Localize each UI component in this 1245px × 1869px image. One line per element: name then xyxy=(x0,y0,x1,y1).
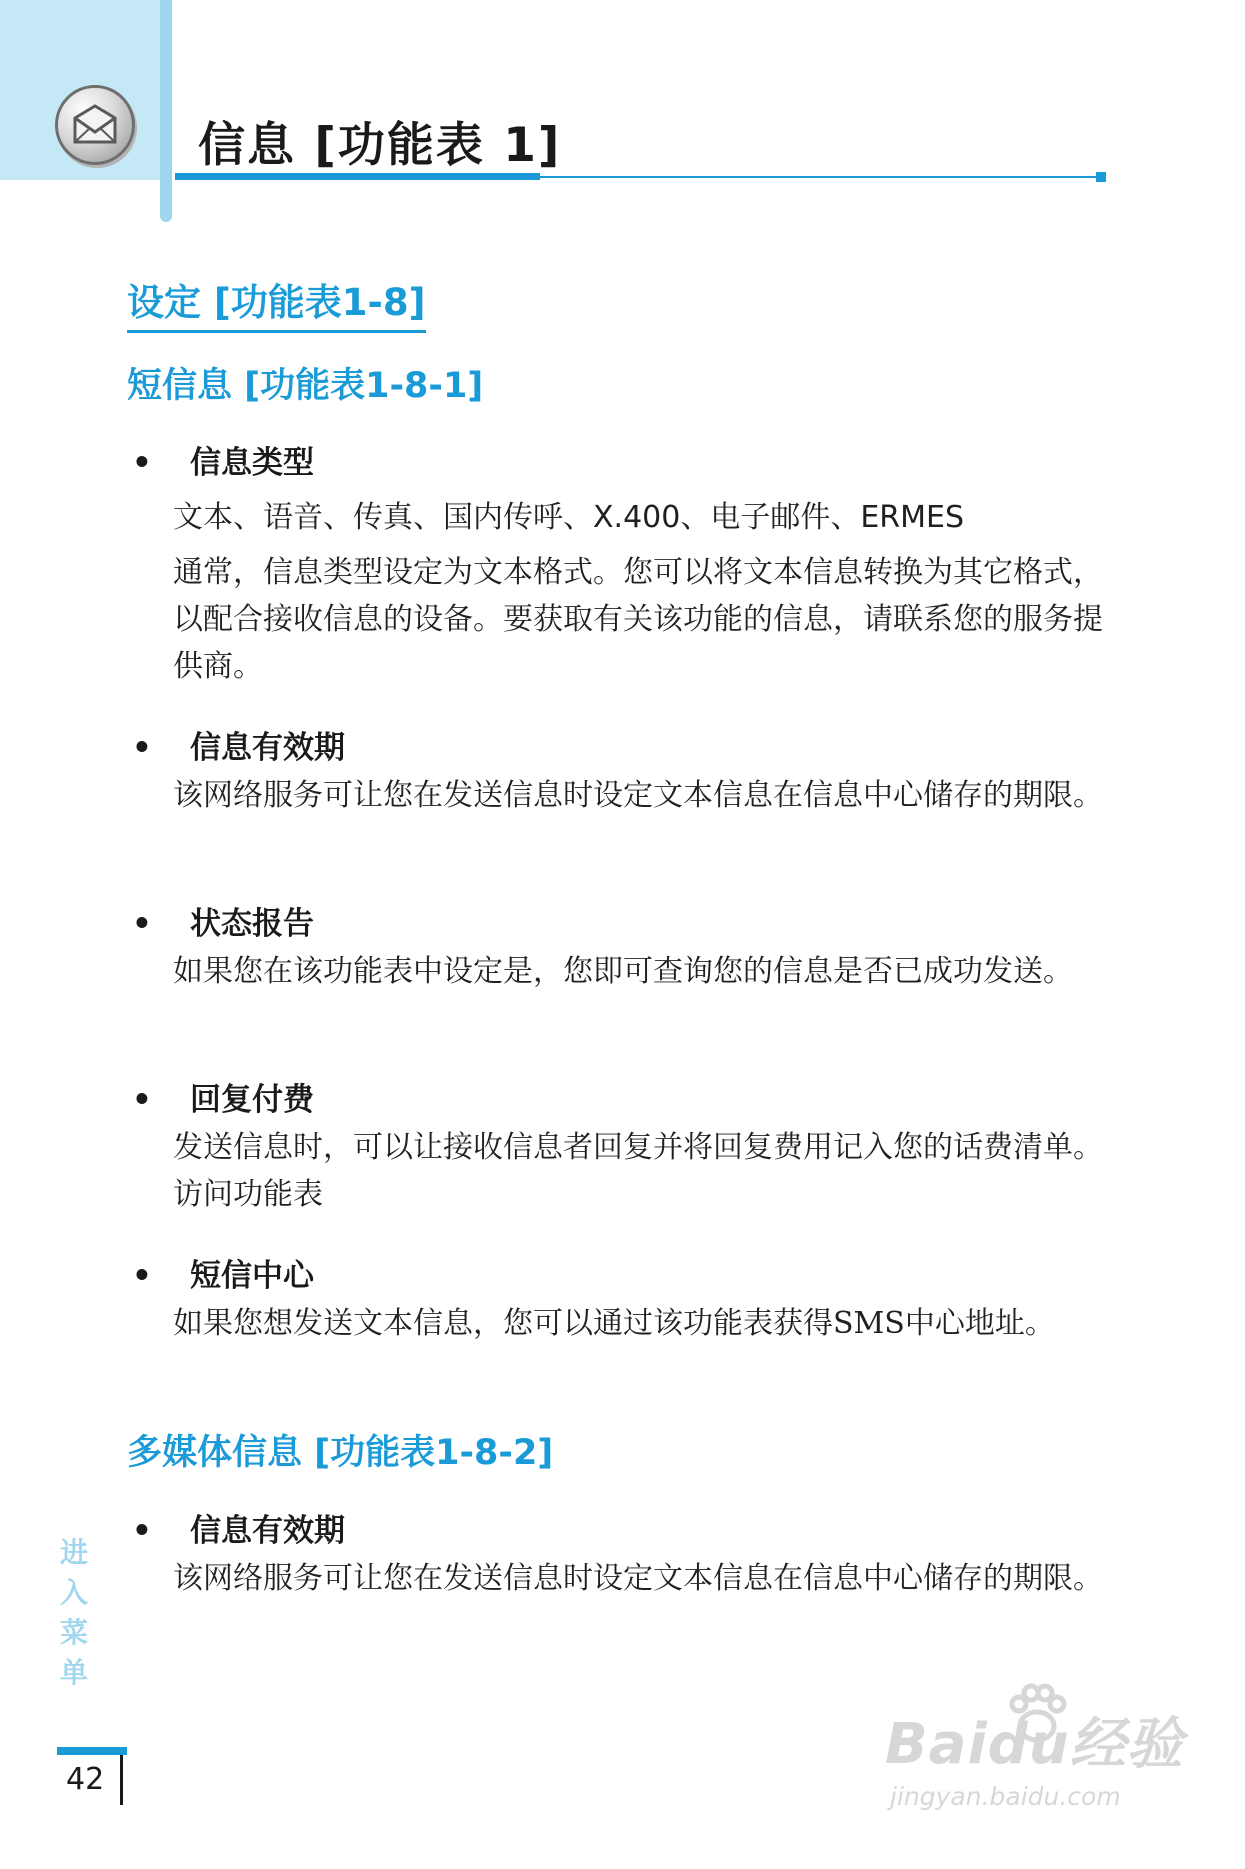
item-title: 信息有效期 xyxy=(190,730,345,766)
item-description: 发送信息时，可以让接收信息者回复并将回复费用记入您的话费清单。访问功能表 xyxy=(173,1130,1103,1212)
chapter-side-label: 进入菜单 xyxy=(59,1536,88,1689)
item-title: 状态报告 xyxy=(190,906,314,942)
title-rule xyxy=(175,173,540,180)
page-number-divider xyxy=(120,1755,123,1805)
baidu-watermark xyxy=(885,1690,1184,1840)
item-message-type xyxy=(132,437,314,482)
bullet: • xyxy=(132,445,152,481)
item-title: 回复付费 xyxy=(190,1082,314,1118)
envelope-icon xyxy=(55,85,135,165)
page-title: 信息 [功能表 1] xyxy=(198,118,562,173)
title-rule-thin xyxy=(540,176,1100,178)
item-description: 如果您在该功能表中设定是，您即可查询您的信息是否已成功发送。 xyxy=(173,954,1073,989)
item-sms-center xyxy=(132,1250,314,1295)
page-number-rule xyxy=(57,1747,127,1755)
item-description: 该网络服务可让您在发送信息时设定文本信息在信息中心储存的期限。 xyxy=(173,1561,1103,1596)
message-type-options: 文本、语音、传真、国内传呼、X.400、电子邮件、ERMES xyxy=(173,500,965,535)
subsection-heading-mms: 多媒体信息 [功能表1-8-2] xyxy=(127,1433,554,1473)
bullet: • xyxy=(132,1082,152,1118)
item-validity-period xyxy=(132,722,345,767)
bullet: • xyxy=(132,906,152,942)
bullet: • xyxy=(132,730,152,766)
bullet: • xyxy=(132,1513,152,1549)
item-status-report xyxy=(132,898,314,943)
header-side-bar xyxy=(160,0,172,222)
item-title: 短信中心 xyxy=(190,1258,314,1294)
subsection-heading-sms: 短信息 [功能表1-8-1] xyxy=(127,366,484,406)
item-description: 该网络服务可让您在发送信息时设定文本信息在信息中心储存的期限。 xyxy=(173,778,1103,813)
bullet: • xyxy=(132,1258,152,1294)
item-mms-validity-period xyxy=(132,1505,345,1550)
watermark-url: jingyan.baidu.com xyxy=(890,1782,1121,1811)
section-heading: 设定 [功能表1-8] xyxy=(127,272,426,333)
item-title: 信息有效期 xyxy=(190,1513,345,1549)
watermark-brand: Baidu经验 xyxy=(885,1712,1184,1777)
item-title: 信息类型 xyxy=(190,445,314,481)
item-description: 如果您想发送文本信息，您可以通过该功能表获得SMS中心地址。 xyxy=(173,1306,1055,1341)
item-description: 通常，信息类型设定为文本格式。您可以将文本信息转换为其它格式，以配合接收信息的设备。要获取有关该功能的信息，请联系您的服务提供商。 xyxy=(173,555,1103,684)
item-reply-charging xyxy=(132,1074,314,1119)
title-rule-end xyxy=(1096,172,1106,182)
page-number: 42 xyxy=(66,1762,105,1797)
